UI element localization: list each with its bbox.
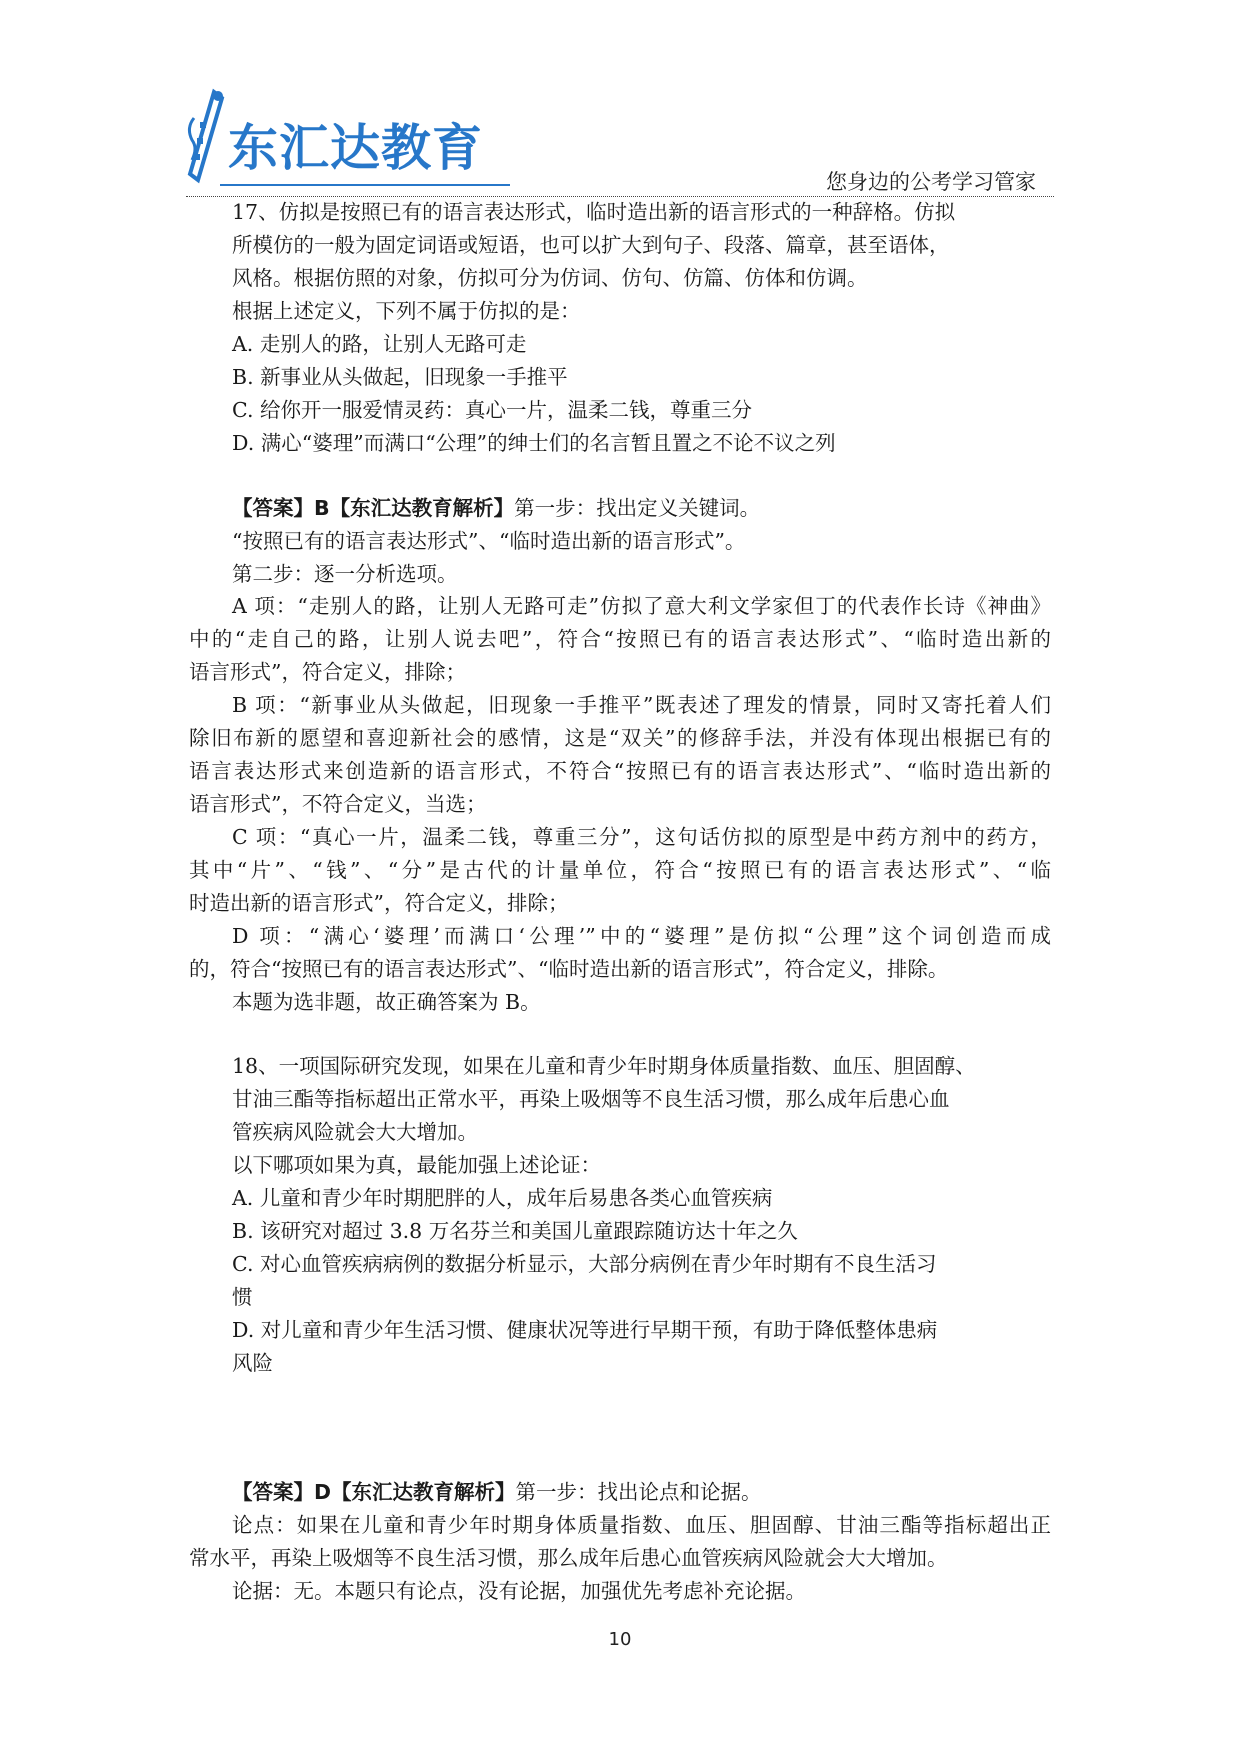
a18-line: 论点：如果在儿童和青少年时期身体质量指数、血压、胆固醇、甘油三酯等指标超出正 [232,1513,1051,1537]
a17-analysis-line: D 项：“满心‘婆理’而满口‘公理’”中的“婆理”是仿拟“公理”这个词创造而成 [232,924,1051,948]
a17-analysis-line: 的，符合“按照已有的语言表达形式”、“临时造出新的语言形式”，符合定义，排除。 [189,957,949,981]
q18-option-d-cont: 风险 [232,1351,273,1375]
q18-stem-line: 甘油三酯等指标超出正常水平，再染上吸烟等不良生活习惯，那么成年后患心血 [232,1087,950,1111]
q18-option-b: B. 该研究对超过 3.8 万名芬兰和美国儿童跟踪随访达十年之久 [232,1219,798,1243]
q18-option-c: C. 对心血管疾病病例的数据分析显示，大部分病例在青少年时期有不良生活习 [232,1252,937,1276]
logo-text: 东汇达教育 [228,119,483,177]
a17-analysis-line: 时造出新的语言形式”，符合定义，排除； [189,891,569,915]
q17-option-d: D. 满心“婆理”而满口“公理”的绅士们的名言暂且置之不论不议之列 [232,431,836,455]
a18-heading [232,1478,762,1506]
brand-logo [184,88,514,188]
a17-analysis-line: 语言形式”，不符合定义，当选； [189,792,487,816]
q17-option-a: A. 走别人的路，让别人无路可走 [232,332,527,356]
a17-analysis-line: A 项：“走别人的路，让别人无路可走”仿拟了意大利文学家但丁的代表作长诗《神曲》 [232,594,1051,618]
a17-conclusion: 本题为选非题，故正确答案为 B。 [232,990,541,1014]
q18-option-d: D. 对儿童和青少年生活习惯、健康状况等进行早期干预，有助于降低整体患病 [232,1318,938,1342]
q18-question: 以下哪项如果为真，最能加强上述论证： [232,1153,601,1177]
a18-line: 论据：无。本题只有论点，没有论据，加强优先考虑补充论据。 [232,1579,806,1603]
q17-stem-line: 所模仿的一般为固定词语或短语，也可以扩大到句子、段落、篇章，甚至语体， [232,233,950,257]
a17-analysis-line: 语言表达形式来创造新的语言形式，不符合“按照已有的语言表达形式”、“临时造出新的 [189,759,1051,783]
a17-analysis-line: 语言形式”，符合定义，排除； [189,660,466,684]
page-number: 10 [608,1629,632,1650]
pen-clip-icon [184,88,230,188]
q18-option-a: A. 儿童和青少年时期肥胖的人，成年后易患各类心血管疾病 [232,1186,773,1210]
a17-analysis-line: B 项：“新事业从头做起，旧现象一手推平”既表述了理发的情景，同时又寄托着人们 [232,693,1051,717]
q18-stem-line: 18、一项国际研究发现，如果在儿童和青少年时期身体质量指数、血压、胆固醇、 [232,1054,976,1078]
q18-stem-line: 管疾病风险就会大大增加。 [232,1120,478,1144]
a17-analysis-line: 除旧布新的愿望和喜迎新社会的感情，这是“双关”的修辞手法，并没有体现出根据已有的 [189,726,1051,750]
a18-step1: 第一步：找出论点和论据。 [515,1480,762,1504]
a17-step2: 第二步：逐一分析选项。 [232,562,458,586]
logo-underline [220,184,510,186]
q17-option-b: B. 新事业从头做起，旧现象一手推平 [232,365,568,389]
a17-analysis-line: 中的“走自己的路，让别人说去吧”，符合“按照已有的语言表达形式”、“临时造出新的 [189,627,1051,651]
header-tagline: 您身边的公考学习管家 [826,170,1036,194]
q17-stem-line: 17、仿拟是按照已有的语言表达形式，临时造出新的语言形式的一种辞格。仿拟 [232,200,956,224]
q17-option-c: C. 给你开一服爱情灵药：真心一片，温柔二钱，尊重三分 [232,398,752,422]
header-divider [186,196,1054,197]
a17-step1: 第一步：找出定义关键词。 [514,496,761,520]
q17-question: 根据上述定义，下列不属于仿拟的是： [232,299,581,323]
q18-option-c-cont: 惯 [232,1285,253,1309]
a17-analysis-line: C 项：“真心一片，温柔二钱，尊重三分”，这句话仿拟的原型是中药方剂中的药方， [232,825,1051,849]
a17-keywords: “按照已有的语言表达形式”、“临时造出新的语言形式”。 [232,529,746,553]
a17-analysis-line: 其中“片”、“钱”、“分”是古代的计量单位，符合“按照已有的语言表达形式”、“临 [189,858,1051,882]
q17-stem-line: 风格。根据仿照的对象，仿拟可分为仿词、仿句、仿篇、仿体和仿调。 [232,266,868,290]
a18-line: 常水平，再染上吸烟等不良生活习惯，那么成年后患心血管疾病风险就会大大增加。 [189,1546,948,1570]
a17-heading [232,494,760,522]
a17-answer-label: 【答案】B【东汇达教育解析】 [232,496,515,520]
a18-answer-label: 【答案】D【东汇达教育解析】 [232,1480,516,1504]
